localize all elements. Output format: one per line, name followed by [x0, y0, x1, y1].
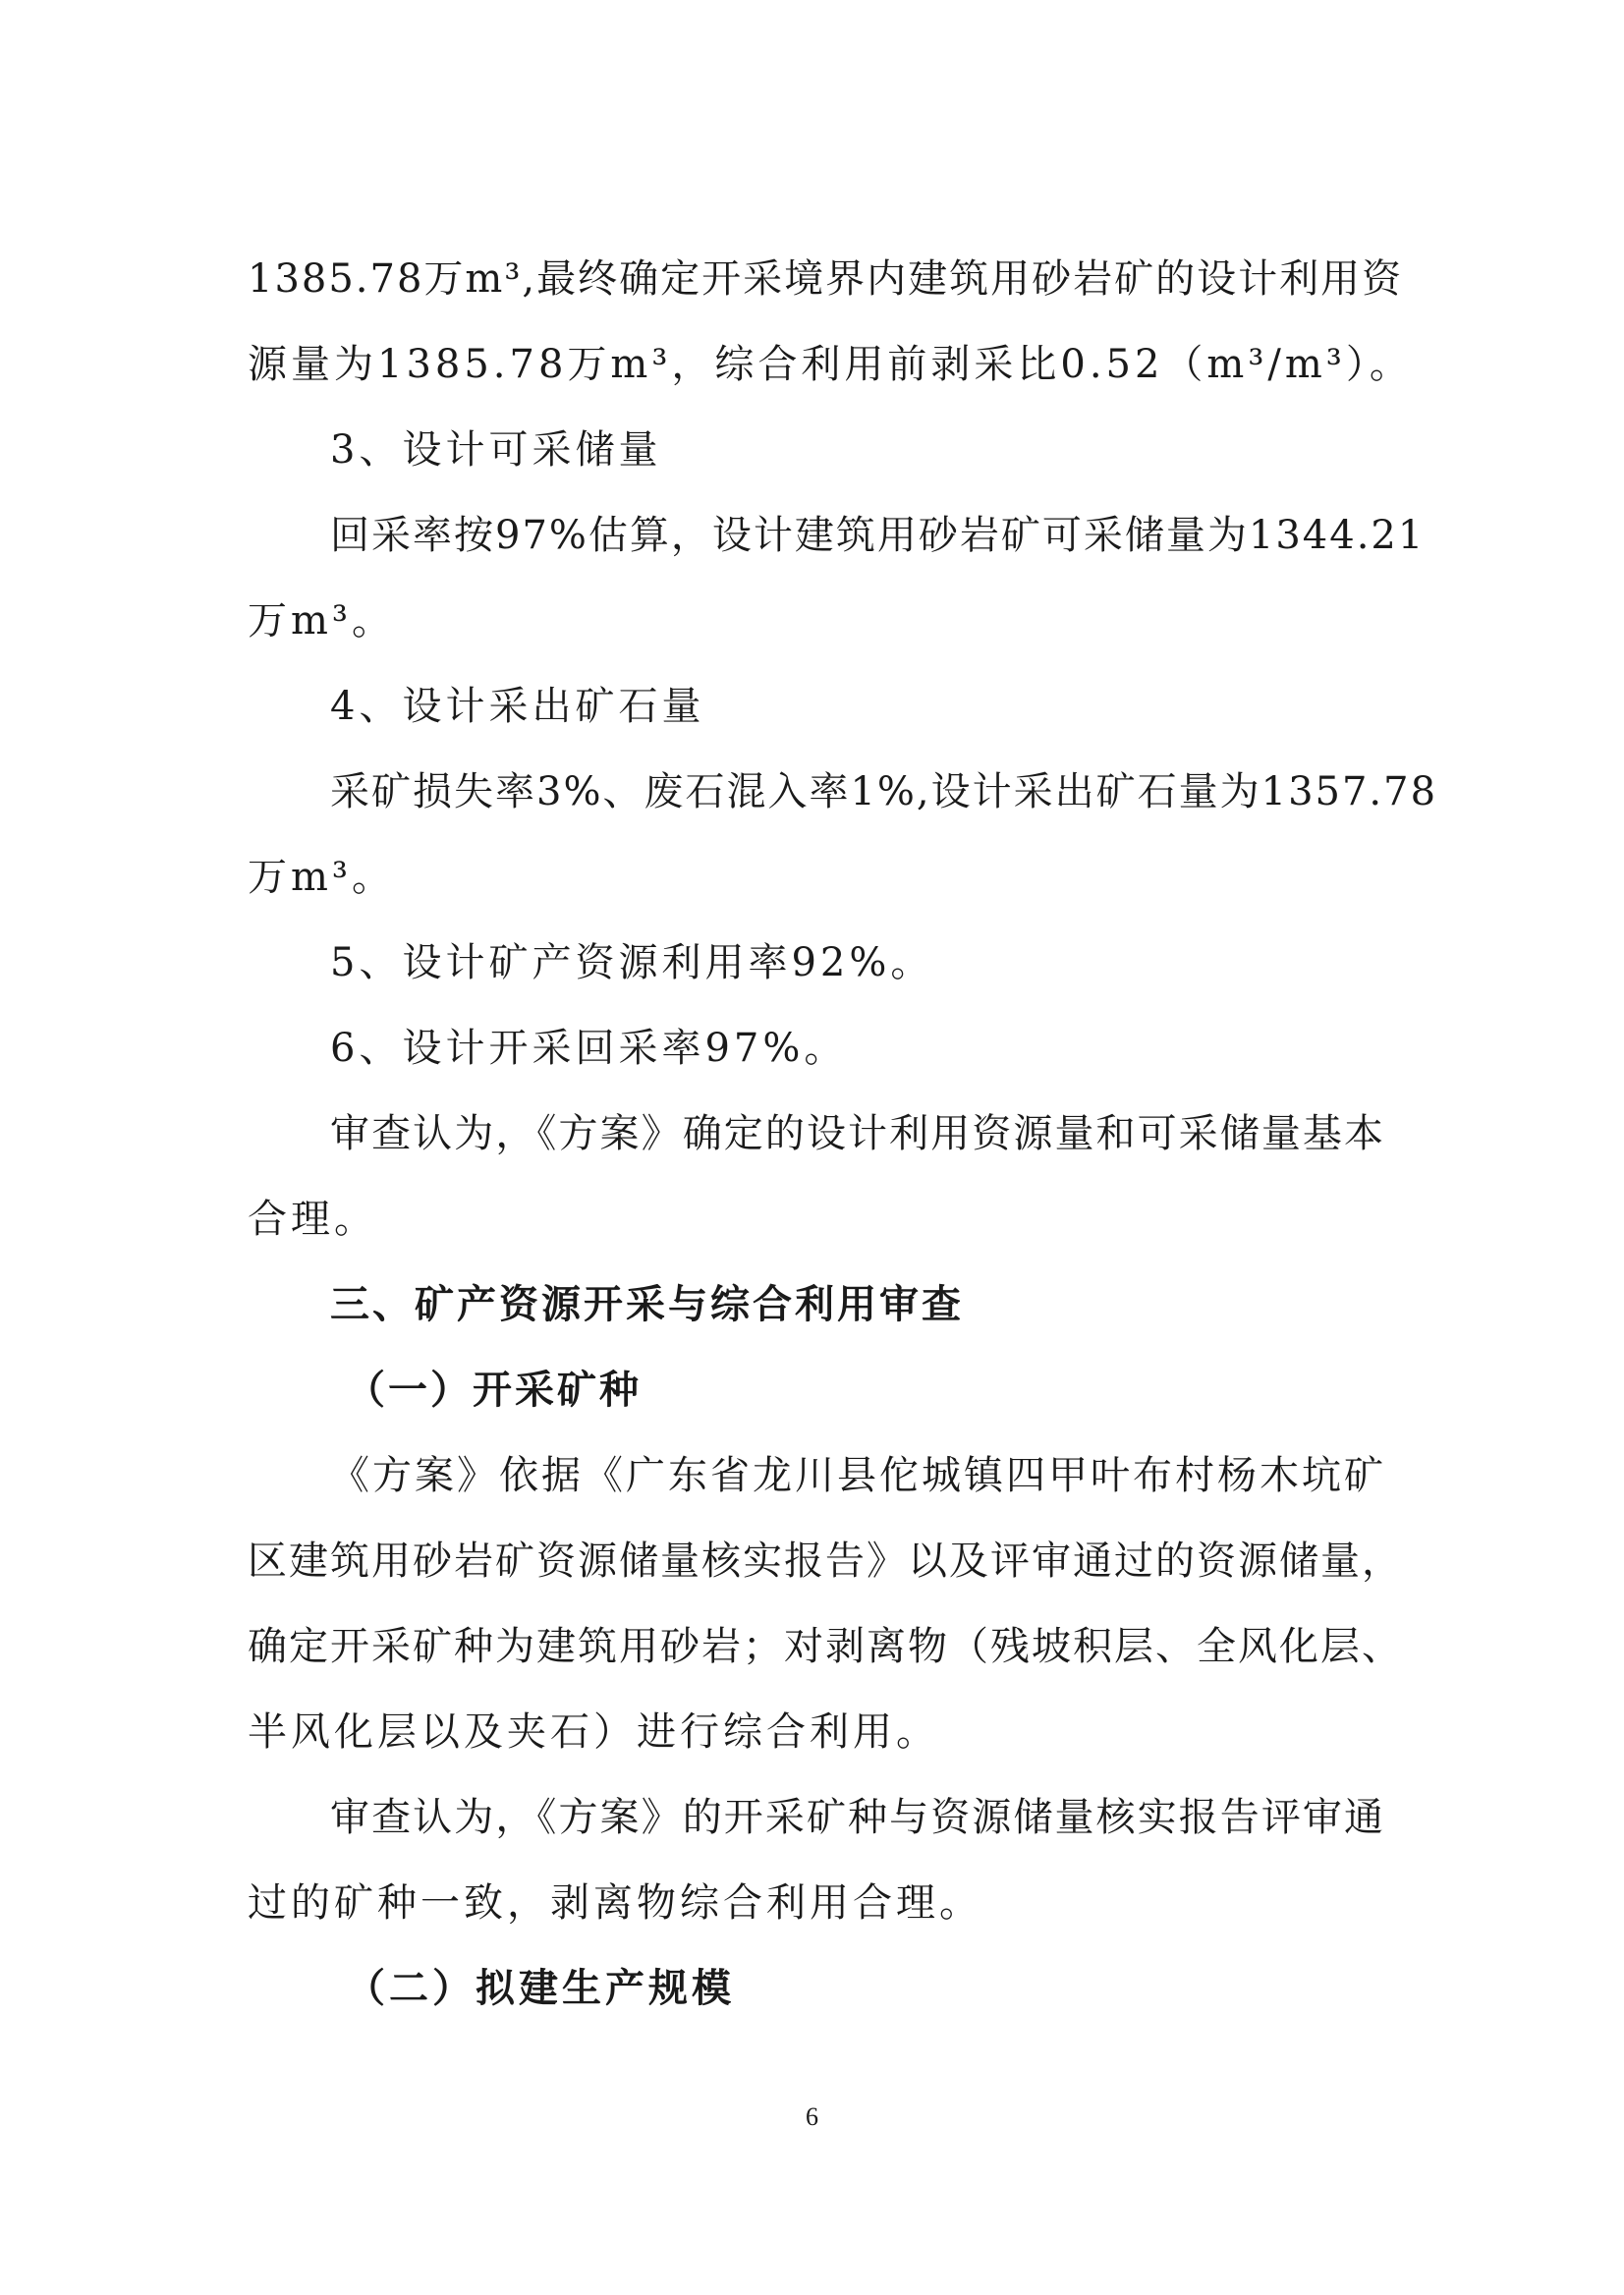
- section-item-heading: 3、设计可采储量: [330, 427, 662, 473]
- paragraph-line: 回采率按97%估算，设计建筑用砂岩矿可采储量为1344.21: [330, 513, 1426, 558]
- paragraph-line: 合理。: [248, 1197, 377, 1242]
- section-item-heading: 6、设计开采回采率97%。: [330, 1026, 848, 1071]
- paragraph-line: 过的矿种一致，剥离物综合利用合理。: [248, 1880, 982, 1926]
- paragraph-line: 审查认为，《方案》的开采矿种与资源储量核实报告评审通: [330, 1795, 1385, 1840]
- paragraph-line: 《方案》依据《广东省龙川县佗城镇四甲叶布村杨木坑矿: [330, 1453, 1385, 1498]
- paragraph-line: 区建筑用砂岩矿资源储量核实报告》以及评审通过的资源储量，: [248, 1539, 1403, 1584]
- paragraph-line: 确定开采矿种为建筑用砂岩；对剥离物（残坡积层、全风化层、: [248, 1624, 1403, 1669]
- paragraph-line: 半风化层以及夹石）进行综合利用。: [248, 1709, 939, 1755]
- page-number: 6: [806, 2102, 818, 2131]
- section-heading: 三、矿产资源开采与综合利用审查: [330, 1282, 964, 1327]
- paragraph-line: 1385.78万m³,最终确定开采境界内建筑用砂岩矿的设计利用资: [248, 256, 1404, 302]
- paragraph-line: 万m³。: [248, 855, 395, 900]
- section-item-heading: 4、设计采出矿石量: [330, 684, 705, 729]
- subsection-heading: （二）拟建生产规模: [346, 1965, 735, 2011]
- paragraph-line: 审查认为，《方案》确定的设计利用资源量和可采储量基本: [330, 1111, 1385, 1156]
- section-item-heading: 5、设计矿产资源利用率92%。: [330, 940, 934, 985]
- paragraph-line: 采矿损失率3%、废石混入率1%,设计采出矿石量为1357.78: [330, 769, 1438, 814]
- paragraph-line: 源量为1385.78万m³，综合利用前剥采比0.52（m³/m³）。: [248, 342, 1413, 387]
- subsection-heading: （一）开采矿种: [346, 1368, 642, 1413]
- paragraph-line: 万m³。: [248, 598, 395, 644]
